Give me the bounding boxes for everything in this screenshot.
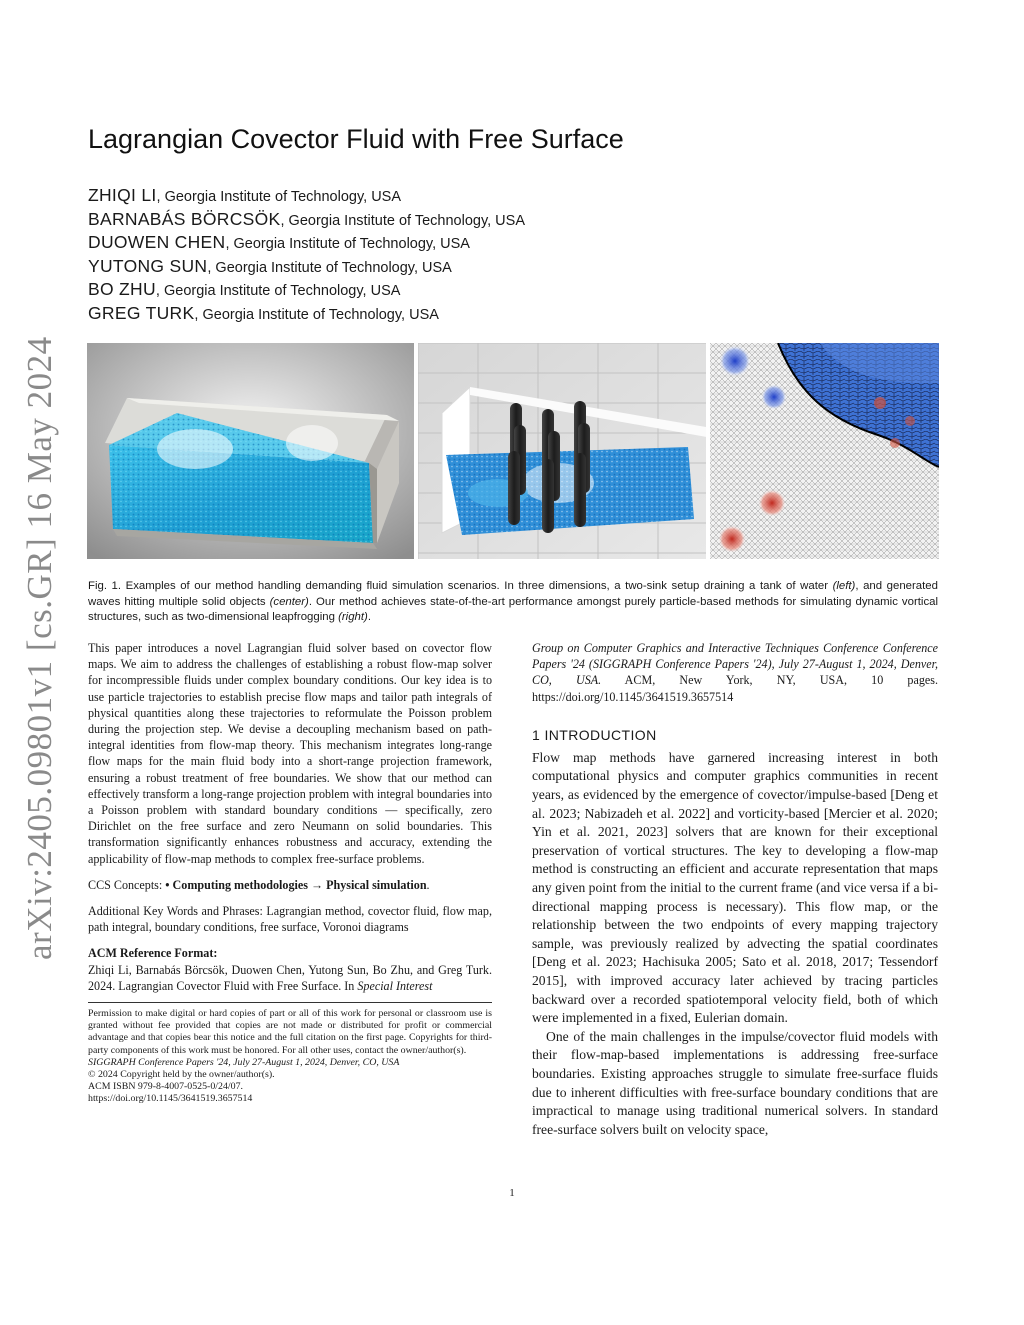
figure-panel-center [418,343,706,559]
author-entry [88,208,525,232]
acm-reference-body: Zhiqi Li, Barnabás Börcsök, Duowen Chen, Yutong Sun, Bo Zhu, and Greg Turk. 2024. Lagrangian Covector Fluid with Free Surface. In [88,962,492,993]
tank-two-sink-render [87,343,414,559]
acm-reference-venue-start: Special Interest [357,978,433,993]
author-name: GREG TURK [88,302,195,323]
author-affiliation: , Georgia Institute of Technology, USA [156,189,402,205]
author-name: BARNABÁS BÖRCSÖK [88,208,281,229]
intro-paragraph-1: Flow map methods have garnered increasing interest in both computational physics and computer graphics communities in recent years, as evidenced by the emergence of covector/impulse-based [Deng et al. 2023; Nabizadeh et al. 2022] and vorticity-based [Mercier et al. 2020; Yin et al. 2021, 2023] solvers that are known for their exceptional preservation of vortical structures. The key to developing a flow-map method is constructing an efficient and accurate representation that maps any given point from the initial to the current frame (and vice versa if a bi-directional mapping process is necessary). This flow map, or the relationship between the two endpoints of every mapping trajectory sample, was previously realized by advecting the spatial coordinates [Deng et al. 2023; Hachisuka 2005; Sato et al. 2018, 2017; Tessendorf 2015], with improved accuracy later achieved by tracing particles backward over a recorded spatiotemporal velocity field, both of which were implemented in a fixed, Eulerian domain. [532,749,938,1026]
caption-ref-right: (right) [338,611,368,624]
doi-link[interactable]: https://doi.org/10.1145/3641519.3657514 [88,1093,253,1105]
author-list [88,184,525,326]
author-affiliation: , Georgia Institute of Technology, USA [280,212,525,229]
caption-ref-left: (left) [832,580,856,592]
figure-panel-right [710,343,939,559]
author-entry [88,255,525,279]
author-affiliation: , Georgia Institute of Technology, USA [207,259,452,276]
author-entry [88,278,525,302]
author-affiliation: , Georgia Institute of Technology, USA [225,236,470,253]
author-affiliation: , Georgia Institute of Technology, USA [155,283,401,300]
wave-pillars-render [418,343,706,559]
paper-title: Lagrangian Covector Fluid with Free Surface [88,124,624,154]
permission-notice: Permission to make digital or hard copies of part or all of this work for personal or classroom use is granted without fee provided that copies are not made or distributed for profit or commercial advantage and that copies bear this notice and the full citation on the first page. Copyrights for third-party components of this work must be honored. For all other uses, contact the owner/author(s). [88,1008,492,1056]
author-entry [88,302,525,326]
author-affiliation: , Georgia Institute of Technology, USA [194,306,439,323]
copyright-line: © 2024 Copyright held by the owner/author(s). [88,1069,275,1081]
ccs-bullet: • [165,877,173,892]
caption-text: Fig. 1. Examples of our method handling demanding fluid simulation scenarios. In three dimensions, a two-sink setup draining a tank of water [88,580,833,592]
acm-reference-continued [532,640,938,705]
caption-ref-center: (center) [269,595,309,608]
author-name: YUTONG SUN [88,255,208,276]
keywords: Additional Key Words and Phrases: Lagrangian method, covector fluid, flow map, path integral, boundary conditions, free surface, Voronoi diagrams [88,904,492,935]
isbn-line: ACM ISBN 979-8-4007-0525-0/24/07. [88,1081,243,1093]
ccs-label: CCS Concepts: [88,877,166,892]
acm-reference-heading: ACM Reference Format: [88,946,218,961]
caption-text: . Our method achieves state-of-the-art performance amongst purely particle-based methods for simulating dynamic vortical structures, such as two-dimensional leapfrogging [88,595,939,624]
acm-reference-text [88,962,492,994]
author-entry [88,231,525,255]
author-name: ZHIQI LI [88,185,157,205]
ccs-end: . [426,877,430,892]
footnote-rule [88,1002,492,1003]
figure-caption [88,579,938,626]
conference-line [88,1057,492,1069]
conference-line-text: SIGGRAPH Conference Papers '24, July 27-August 1, 2024, Denver, CO, USA [88,1056,400,1068]
acm-reference-venue: Group on Computer Graphics and Interactive Techniques Conference Conference Papers '24 (SIGGRAPH Conference Papers '24), July 27-August 1, 2024, Denver, CO, USA. [532,641,938,688]
voronoi-leapfrog-render [710,343,939,559]
author-name: DUOWEN CHEN [88,232,226,253]
permission-block [88,1008,492,1106]
intro-paragraph-2: One of the main challenges in the impulse/covector fluid models with their flow-map-based implementations is addressing free-surface boundaries. Existing approaches struggle to simulate free-surface fluids due to inherent difficulties with free-surface boundary conditions that are impractical to manage using traditional numerical solvers. In standard free-surface solvers built on velocity space, [532,1028,938,1137]
author-entry [88,184,525,208]
author-name: BO ZHU [88,279,156,300]
acm-reference-rest: ACM, New York, NY, USA, 10 pages. https://doi.org/10.1145/3641519.3657514 [532,673,938,704]
caption-text: , and generated waves hitting multiple solid objects [88,580,938,608]
ccs-concept-list: Computing methodologies → Physical simulation [172,877,427,892]
abstract: This paper introduces a novel Lagrangian fluid solver based on covector flow maps. We aim to address the challenges of establishing a robust flow-map solver for incompressible fluids under complex boundary conditions. Our key idea is to use particle trajectories to establish precise flow maps and tailor path integrals of physical quantities along these trajectories to reformulate the Poisson problem during the projection step. We devise a decoupling mechanism based on path-integral identities from flow-map theory. This mechanism integrates long-range flow maps for the main fluid body into a short-range projection framework, ensuring a robust treatment of free boundaries. We show that our method can effectively transform a long-range projection problem with integral boundaries into a Poisson problem with standard boundary conditions — specifically, zero Dirichlet on the free surface and zero Neumann on solid boundaries. This transformation significantly enhances robustness and accuracy, extending the applicability of flow-map methods to complex free-surface problems. [88,641,492,866]
section-heading-introduction: 1 INTRODUCTION [532,726,657,743]
arxiv-sidebar-stamp: arXiv:2405.09801v1 [cs.GR] 16 May 2024 [20,336,59,960]
figure-panel-left [87,343,414,559]
caption-text: . [367,611,372,624]
ccs-concepts [88,877,492,893]
right-column [532,640,938,1139]
page-number: 1 [509,1187,515,1199]
left-column [88,640,492,1106]
